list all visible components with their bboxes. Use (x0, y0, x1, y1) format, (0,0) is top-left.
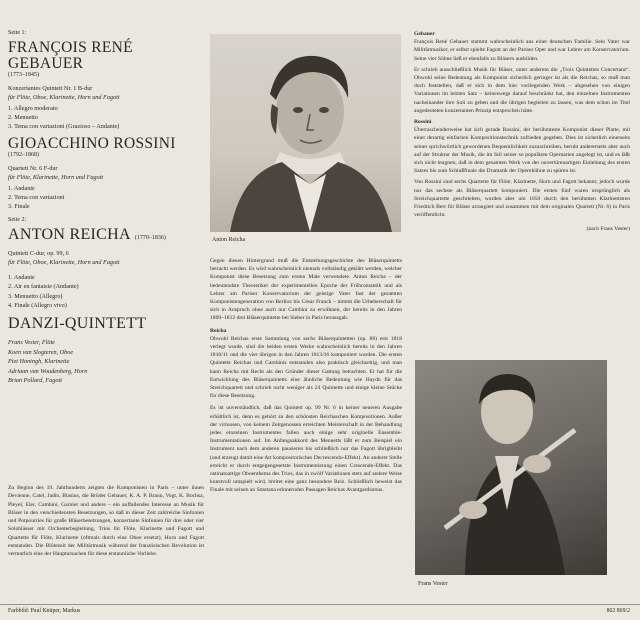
movement-item: 2. Air en fantaisie (Andante) (8, 283, 79, 291)
movement-item: 1. Allegro moderato (8, 105, 58, 112)
rossini-paragraph-1: Überraschenderweise hat sich gerade Rossini, der berühmteste Komponist dieser Platte, mit einer derartig einfachen Kompositionstechnik zufrieden gegeben. Dies ist sicherlich einerseits seiner sprichwörtlich gewordenen Bequemlichkeit zuzuschreiben, beruht andererseits aber auch auf der Struktur der Musik, die im Stil seiner so populären Opernarien angelegt ist, und es läßt sich nicht leugnen, daß in dem gesamten Werk von der ouvertürenartigen Einleitung des ersten Satzes bis zum Schlußfinale die Dramatik der Opernbühne zu spüren ist. (414, 127, 630, 175)
side-2-label: Seite 2: (8, 217, 27, 224)
author-signoff: (nach Frans Vester) (586, 226, 630, 233)
section-heading-gebauer: Gebauer (414, 31, 435, 37)
movement-item: 2. Tema con variazioni (8, 193, 65, 201)
dates-reicha: (1770–1836) (134, 235, 166, 242)
scoring-gebauer: für Flöte, Oboe, Klarinette, Horn und Fagott (8, 94, 120, 101)
ensemble-name: DANZI-QUINTETT (8, 315, 147, 333)
movement-item: 3. Menuetto (Allegro) (8, 292, 63, 300)
dates-rossini: (1792–1868) (8, 151, 39, 158)
movement-item: 3. Tema con variazioni (Grazioso – Andante) (8, 123, 120, 131)
composer-rossini: GIOACCHINO ROSSINI (8, 134, 176, 152)
flutist-photo-icon (415, 360, 607, 575)
reicha-heading (8, 227, 204, 243)
composer-reicha: ANTON REICHA (8, 226, 131, 244)
photo-credit: Farbbild: Paul Knüper, Markus (8, 608, 81, 614)
movements-gebauer (8, 104, 204, 132)
program-column (8, 30, 204, 386)
work-reicha: Quintett C-dur, op. 99, 6 (8, 250, 69, 258)
players-list (8, 338, 204, 386)
dates-gebauer: (1773–1845) (8, 72, 39, 78)
rossini-paragraph-2: Von Rossini sind sechs Quartette für Flöte, Klarinette, Horn und Fagott bekannt; jedoch wurde nur das sechste als Bläserquartett komponiert. Die ersten fünf waren ursprünglich als Streichquartette geschrieben, wurden aber um 1850 durch den berühmten Klarinettisten Friedrich Berr für Bläser arrangiert und zusammen mit dem originalen Quartett (Nr. 6) in Paris veröffentlicht. (414, 179, 630, 219)
notes-column (414, 30, 630, 237)
reicha-text (210, 257, 402, 499)
scoring-reicha: für Flöte, Oboe, Klarinette, Horn und Fagott (8, 259, 120, 267)
background-paragraph: Gegen diesen Hintergrund muß die Entstehungsgeschichte des Bläserquintetts betracht werden. Es wird wahrscheinlich niemals vollständig geklärt werden, welcher Komponist diese Besetzung zum ersten Male verwendete. Anton Reicha – der bedeutendste Theoretiker der experimentellen Epoche der Frühromantik und als Lehrer am Pariser Konservatorium der geistige Vater fast der gesamten Komponistengeneration von Berlioz bis César Franck – nimmt die Urheberschaft für sich in Anspruch ohne auch nur Cambini zu erwähnen, der bereits in den Jahren 1809–1812 drei Bläserquintette bei Sieber in Paris herausgab. (210, 258, 402, 322)
composer-gebauer: FRANÇOIS RENÉ GEBAUER (8, 39, 133, 72)
player-item: Piet Honingh, Klarinette (8, 358, 70, 366)
movement-item: 1. Andante (8, 274, 35, 282)
scoring-rossini: für Flöte, Klarinette, Horn und Fagott (8, 173, 104, 181)
work-gebauer: Konzertantes Quintett Nr. 1 B-dur (8, 85, 93, 92)
side-1-label: Seite 1: (8, 30, 27, 36)
reicha-paragraph-1: Obwohl Reichas erste Sammlung von sechs Bläserquintetten (op. 88) erst 1818 verlegt wurde, sind die beiden ersten Werke wahrscheinlich bereits in den Jahren 1810/11 und die vier übrigen in den Jahren 1813/16 komponiert worden. Die ersten Quintette Reichas und Cambinis entstanden also praktisch gleichzeitig, und man kann Reicha mit Recht als den Gründer dieser Gattung betrachten. Er hat für die Entwicklung des Bläserquintetts eine ähnliche Bedeutung wie Haydn für das Streichquartett und schrieb nicht weniger als 24 Quintette und einige kleine Stücke für diese Besetzung. (210, 335, 402, 400)
player-item: Koen van Slogteren, Oboe (8, 348, 74, 356)
footer (0, 604, 640, 620)
movements-reicha (8, 273, 204, 310)
section-heading-rossini: Rossini (414, 119, 432, 126)
player-item: Frans Vester, Flöte (8, 339, 55, 347)
section-heading-reicha: Reicha (210, 327, 227, 334)
reicha-paragraph-2: Es ist unverständlich, daß das Quintett op. 99 Nr. 6 in keiner neueren Ausgabe erhältlich ist, denn es gehört zu den schönsten Reichaschen Kompositionen. Außer der virtuosen, von keinem Zeitgenossen erreichten Meisterschaft in der Behandlung jedes einzelnen Instrumentes fallen auch einige sehr originelle Ensemble-Instrumentationen auf. Im Anfangsakkord des Menuetts läßt er zum Beispiel ein Instrument nach dem anderen pausieren bis schließlich nur das Fagott übrigbleibt (und erzeugt damit eine Art kompositorisches Decrescendo-Effekt). An anderer Stelle erreicht er durch entgegengesetzte Instrumentierung einen Crescendo-Effekt. Das ostinatoartige Oboenthema des Trios, das in zwölf Variationen stets auf andere Weise kunstvoll umspielt wird, breitet eine ganz besondere Reiz. Schließlich beweist das Finale mit seinen an Smetana erinnernden Passagen Reichas Avantgardismus. (210, 405, 402, 494)
intro-paragraph: Zu Beginn des 19. Jahrhunderts zeigten die Komponisten in Paris – unter ihnen Devienne, Catel, Jadin, Blasius, die Brüder Gebauer, K. A. P. Braun, Vogt, K. Bochsa, Pleyel, Eler, Cambini, Garnier und andere – ein auffallendes Interesse an Musik für Bläser in den verschiedensten Besetzungen, so daß in dieser Zeit zahlreiche Sinfonien und Potpourries für große Bläserbesetzungen, konzertante Sinfonien für drei oder vier Soloblässer mit Orchesterbegleitung, Trios für Flöte, Klarinette und Fagott und Quartette für Flöte, Klarinette (oftmals durch eine Oboe ersetzt), Horn und Fagott entstanden. Die Blütezeit der Militärmusik während der französischen Revolution ist vermutlich eine der Hauptursachen für diese erstaunliche Vorliebe. (8, 485, 204, 558)
movement-item: 3. Finale (8, 203, 30, 211)
movement-item: 2. Menuetto (8, 114, 38, 122)
gebauer-paragraph-1: François René Gebauer stammt wahrscheinlich aus einer deutschen Familie. Sein Vater war Militärmusiker, er selbst spielte Fagott an der Pariser Oper und war Lehrer am Konservatorium. Seine vier Söhne ließ er ebenfalls zu Bläsern ausbilden. (414, 39, 630, 62)
flutist-photo (415, 360, 607, 575)
work-rossini: Quartett Nr. 6 F-dur (8, 164, 58, 172)
gebauer-paragraph-2: Er schrieb ausschließlich Musik für Bläser, unter anderem die „Trois Quintettes Concertans“. Obwohl seine Bedeutung als Komponist sicherlich geringer ist als die Reichas, so muß man doch feststellen, daß er sich in dem hier vorliegenden Werk – abgesehen von einigen Variationen im letzten Satz – keineswegs darauf beschränkt hat, den einzelnen Instrumenten nacheinander ihre Soli zu geben und die übrigen begleiten zu lassen, was dem schon im Titel angedeuteten konzertanten Prinzip entsprochen hätte. (414, 66, 630, 114)
portrait-caption: Anton Reicha (212, 237, 246, 243)
movement-item: 1. Andante (8, 184, 35, 192)
player-item: Brian Pollard, Fagott (8, 377, 62, 385)
reicha-portrait (210, 34, 401, 232)
catalog-number: 802 869/2 (606, 608, 630, 614)
player-item: Adriaan van Woudenberg, Horn (8, 367, 88, 375)
flutist-caption: Frans Vester (418, 581, 448, 587)
movements-rossini (8, 184, 204, 212)
portrait-engraving-icon (210, 34, 401, 232)
movement-item: 4. Finale (Allegro vivo) (8, 301, 67, 309)
